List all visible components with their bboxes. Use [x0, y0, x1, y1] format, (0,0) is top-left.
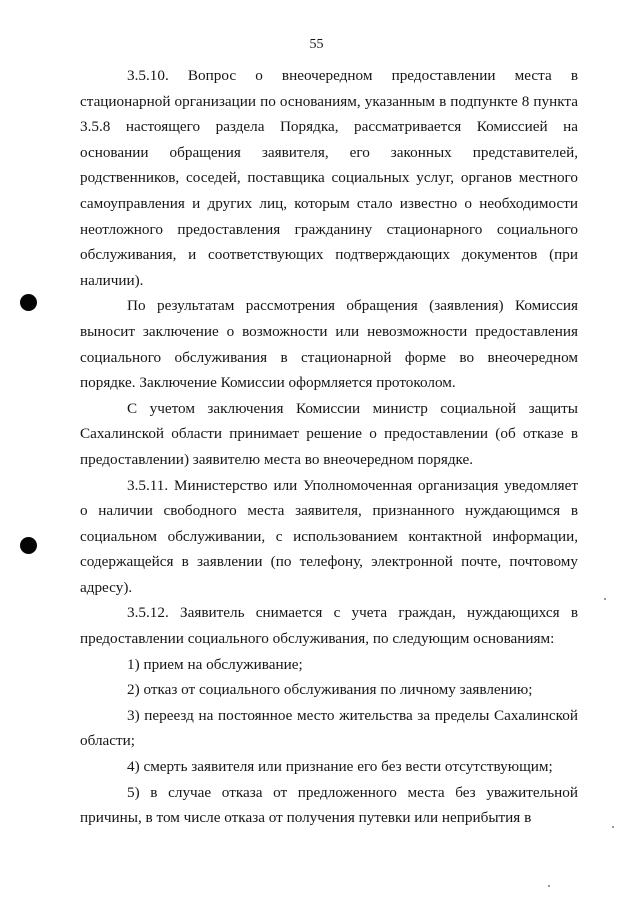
list-item-1: 1) прием на обслуживание;: [127, 655, 303, 673]
paragraph-commission-conclusion: По результатам рассмотрения обращения (заявления) Комиссия выносит заключение о возможности или невозможности предоставления социального обслуживания в стационарной форме во внеочередном порядке. Заключение Комиссии оформляется протоколом.: [80, 297, 578, 392]
paragraph-minister-decision: С учетом заключения Комиссии министр социальной защиты Сахалинской области принимает решение о предоставлении (об отказе в предоставлении) заявителю места во внеочередном порядке.: [80, 399, 578, 468]
list-item-4: 4) смерть заявителя или признание его без вести отсутствующим;: [127, 758, 553, 776]
punch-hole: [20, 294, 37, 311]
page-number: 55: [309, 37, 324, 52]
paragraph-3-5-10: 3.5.10. Вопрос о внеочередном предоставлении места в стационарной организации по основаниям, указанным в подпункте 8 пункта 3.5.8 настоящего раздела Порядка, рассматривается Комиссией на основании обращения заявителя, его законных представителей, родственников, соседей, поставщика социальных услуг, органов местного самоуправления и других лиц, которым стало известно о необходимости неотложного предоставления гражданину стационарного социального обслуживания, и соответствующих подтверждающих документов (при наличии).: [80, 67, 578, 289]
scan-speck: [604, 598, 606, 600]
list-item-2: 2) отказ от социального обслуживания по личному заявлению;: [127, 681, 533, 699]
list-item-5: 5) в случае отказа от предложенного места без уважительной причины, в том числе отказа от получения путевки или неприбытия в: [80, 783, 578, 827]
list-item-3: 3) переезд на постоянное место жительства за пределы Сахалинской области;: [80, 706, 578, 750]
punch-hole: [20, 537, 37, 554]
scan-speck: [548, 885, 550, 887]
scan-speck: [612, 826, 614, 828]
paragraph-3-5-11: 3.5.11. Министерство или Уполномоченная организация уведомляет о наличии свободного места заявителя, признанного нуждающимся в социальном обслуживании, с использованием контактной информации, содержащейся в заявлении (по телефону, электронной почте, почтовому адресу).: [80, 476, 578, 596]
paragraph-3-5-12: 3.5.12. Заявитель снимается с учета граждан, нуждающихся в предоставлении социального обслуживания, по следующим основаниям:: [80, 604, 578, 648]
document-body: [80, 63, 578, 831]
